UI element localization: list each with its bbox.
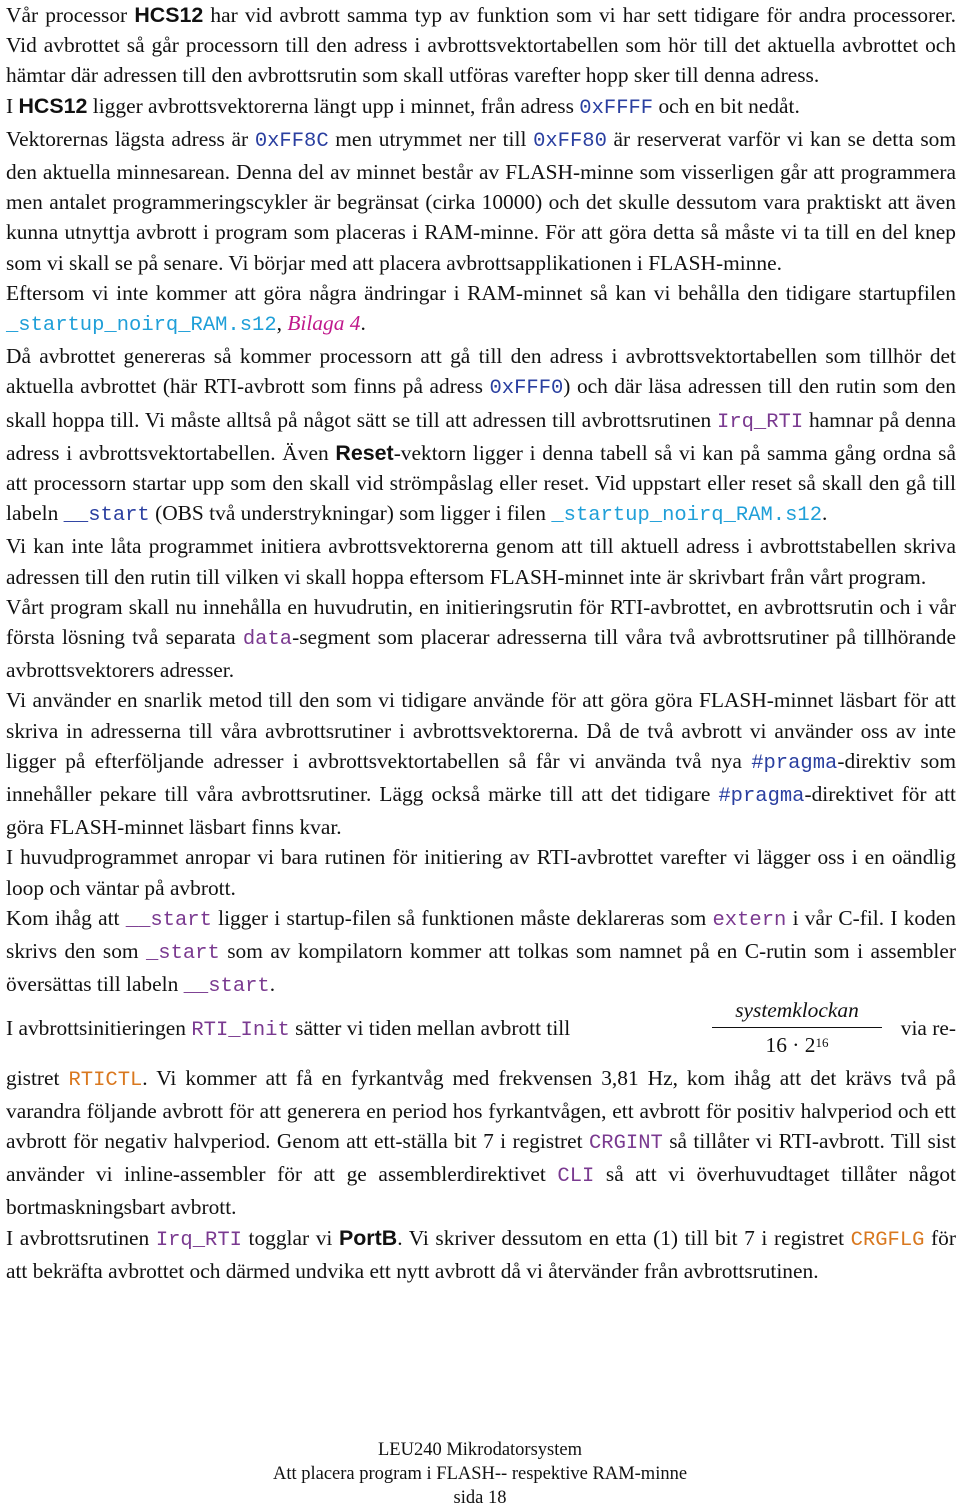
page-footer — [0, 1438, 960, 1510]
paragraph-8 — [6, 685, 956, 842]
text: för att bekräfta avbrottet och därmed undvika ett nytt avbrott då vi återvänder från avbrottsrutinen. — [6, 1225, 957, 1283]
text: gistret — [6, 1065, 69, 1090]
paragraph-1 — [6, 0, 956, 91]
text: Då avbrottet genereras så kommer processorn att gå till den adress i avbrottsvektortabellen som tillhör det aktuella avbrottet (här RTI-avbrott som finns på adress — [6, 344, 956, 399]
fraction-numerator: systemklockan — [712, 995, 882, 1028]
code-register: RTICTL — [68, 1068, 143, 1092]
text: så att vi överhuvudtaget tillåter något bortmaskningsbart avbrott. — [6, 1162, 957, 1220]
code-label: __start — [63, 504, 150, 528]
text: . — [269, 972, 276, 997]
code-label: __start — [183, 975, 270, 999]
text: Vår processor — [6, 3, 135, 27]
text: Vektorernas lägsta adress är — [6, 126, 255, 151]
code-keyword: data — [242, 628, 293, 652]
startup-file-name: _startup_noirq_RAM.s12 — [551, 504, 823, 528]
text: I avbrottsrutinen — [6, 1225, 156, 1250]
formula-line-text — [6, 1013, 570, 1046]
text: Vi använder en snarlik metod till den som vi tidigare använde för att göra göra FLASH-minnet läsbart för att skriva in adresserna till våra avbrottsrutiner i avbrottsvektorerna. Då de två avbrott vi använder oss av inte ligger på efterföljande adresser i avbrottsvektortabellen så får vi använda två nya — [6, 688, 956, 773]
paragraph-12 — [6, 1223, 956, 1286]
code-identifier: Irq_RTI — [155, 1228, 242, 1252]
code-address: 0xFF8C — [254, 129, 329, 153]
code-address: 0xFFFF — [579, 96, 654, 120]
text: . Vi kommer att få en fyrkantvåg med frekvensen 3,81 Hz, kom ihåg att det krävs två på varandra följande avbrott för att generera en period hos fyrkantvågen, ett avbrott för positiv halvperiod och ett avbrott för negativ halvperiod. Genom att ett-ställa bit 7 i registret — [6, 1065, 956, 1153]
code-label: _start — [145, 942, 220, 966]
footer-course: LEU240 Mikrodatorsystem — [378, 1440, 582, 1460]
appendix-link[interactable]: Bilaga 4 — [287, 311, 361, 336]
text: Kom ihåg att — [6, 905, 126, 930]
text: I avbrottsinitieringen — [6, 1015, 192, 1040]
code-label: __start — [125, 908, 212, 932]
fraction-exponent: 16 — [815, 1034, 829, 1050]
code-register: CRGINT — [588, 1131, 663, 1155]
text: ligger avbrottsvektorerna längt upp i minnet, från adress — [87, 93, 580, 118]
text: , — [276, 311, 288, 336]
text: så tillåter vi RTI-avbrott. Till sist använder vi inline-assembler för att ge assemblerdirektivet — [6, 1128, 956, 1187]
text: . — [360, 311, 366, 336]
text: togglar vi — [241, 1225, 339, 1250]
code-instruction: CLI — [557, 1165, 595, 1189]
text: ligger i startup-filen så funktionen måste deklareras som — [211, 905, 713, 930]
paragraph-10 — [6, 903, 956, 1003]
text: -vektorn ligger i denna tabell så vi kan på samma gång ordna så att processorn startar upp som den skall vid strömpåslag eller reset. Vid uppstart eller reset så skall den gå till labeln — [6, 440, 956, 526]
paragraph-3 — [6, 124, 956, 278]
text: är reserverat varför vi kan se detta som den aktuella minnesarean. Denna del av minnet består av FLASH-minne som visserligen går att programmera men antalet programmeringscykler är begränsat (cirka 10000) och det skulle dessutom vara praktiskt att även kunna utnyttja avbrott i program som placeras i RAM-minne. För att göra detta så måste vi ta till en del knep som vi skall se på senare. Vi börjar med att placera avbrottsapplikationen i FLASH-minne. — [6, 126, 956, 275]
document-body — [6, 0, 956, 1286]
reset-term: Reset — [335, 440, 394, 465]
paragraph-11 — [6, 1063, 956, 1223]
paragraph-2 — [6, 91, 956, 124]
text: i vår C-fil. I koden skrivs den som — [6, 905, 956, 964]
hcs12-term: HCS12 — [134, 3, 204, 27]
fraction-formula — [712, 995, 882, 1060]
paragraph-5 — [6, 341, 956, 531]
code-directive: #pragma — [718, 785, 805, 809]
text: hamnar på denna adress i avbrottsvektortabellen. Även — [6, 407, 956, 465]
text: (OBS två understrykningar) som ligger i filen — [149, 501, 552, 526]
text: -segment som placerar adresserna till våra två avbrottsrutiner på tillhörande avbrottsvektorers adresser. — [6, 625, 956, 683]
text: Eftersom vi inte kommer att göra några ändringar i RAM-minnet så kan vi behålla den tidigare startupfilen — [6, 280, 956, 305]
text: I — [6, 93, 19, 118]
code-address: 0xFFF0 — [489, 377, 564, 401]
footer-page-number: sida 18 — [453, 1488, 507, 1508]
fraction-denominator — [712, 1028, 882, 1060]
formula-line — [6, 997, 956, 1063]
fraction-base: 16 · 2 — [765, 1032, 816, 1057]
text: som av kompilatorn kommer att tolkas som namnet på en C-rutin som i assembler översättas till labeln — [6, 939, 956, 997]
text: via re- — [900, 1015, 956, 1040]
paragraph-6: Vi kan inte låta programmet initiera avbrottsvektorerna genom att till aktuell adress i avbrottstabellen skriva adressen till den rutin till vilken vi skall hoppa eftersom FLASH-minnet inte är skrivbart från vårt program. — [6, 534, 956, 589]
text: . Vi skriver dessutom en etta (1) till bit 7 i registret — [397, 1225, 851, 1250]
text: men utrymmet ner till — [328, 126, 534, 151]
text: -direktivet för att göra FLASH-minnet läsbart finns kvar. — [6, 782, 956, 840]
startup-file-name: _startup_noirq_RAM.s12 — [6, 314, 277, 338]
paragraph-4 — [6, 278, 956, 341]
text: . — [822, 501, 828, 526]
paragraph-9: I huvudprogrammet anropar vi bara rutinen för initiering av RTI-avbrottet varefter vi lägger oss i en oändlig loop och väntar på avbrott. — [6, 845, 956, 900]
text: har vid avbrott samma typ av funktion som vi har sett tidigare för andra processorer. Vid avbrottet så går processorn till den adress i avbrottsvektortabellen som hör till det aktuella avbrottet och hämtar där adressen till den avbrottsrutin som skall utföras varefter hopp sker till denna adress. — [6, 3, 956, 88]
hcs12-term: HCS12 — [18, 93, 88, 118]
text: -direktiv som innehåller pekare till våra avbrottsrutiner. Lägg också märke till att det tidigare — [6, 748, 956, 807]
code-identifier: Irq_RTI — [717, 410, 804, 434]
code-identifier: RTI_Init — [191, 1018, 290, 1042]
code-register: CRGFLG — [850, 1228, 925, 1252]
code-directive: #pragma — [751, 751, 838, 775]
text: ) och där läsa adressen till den rutin som den skall hoppa till. Vi måste alltså på något sätt se till att adressen till avbrottsrutinen — [6, 374, 957, 432]
text: och en bit nedåt. — [653, 93, 800, 118]
code-keyword: extern — [712, 908, 787, 932]
code-address: 0xFF80 — [533, 129, 607, 153]
text: sätter vi tiden mellan avbrott till — [289, 1015, 571, 1040]
portb-term: PortB — [338, 1225, 398, 1250]
text: Vårt program skall nu innehålla en huvudrutin, en initieringsrutin för RTI-avbrottet, en avbrottsrutin och i vår första lösning två separata — [6, 594, 956, 650]
paragraph-7 — [6, 592, 956, 686]
footer-title: Att placera program i FLASH-- respektive RAM-minne — [272, 1464, 688, 1484]
